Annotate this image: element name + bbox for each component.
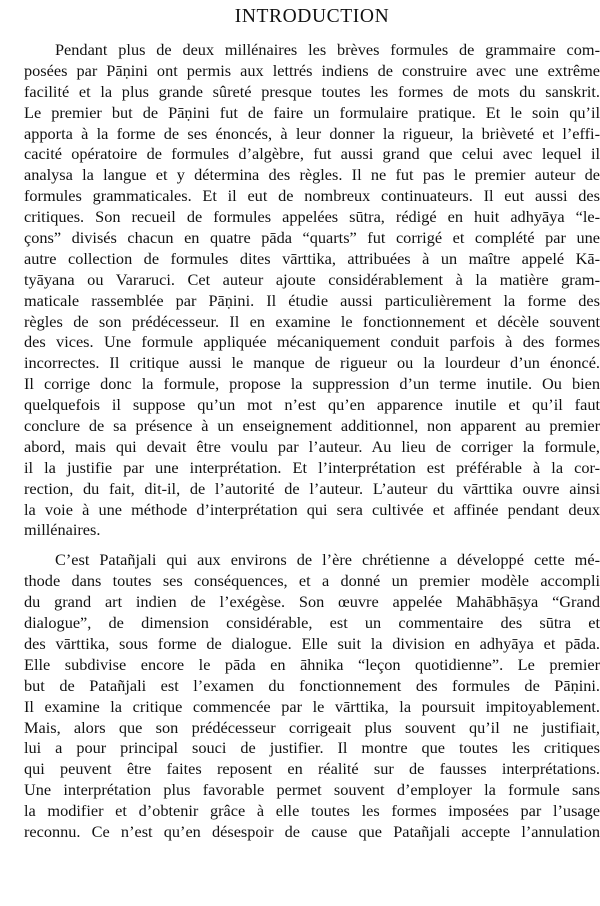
text-line: critiques. Son recueil de formules appelées sūtra, rédigé en huit adhyāya “le- <box>24 207 600 227</box>
text-line: posées par Pāṇini ont permis aux lettrés indiens de construire avec une extrême <box>24 60 600 80</box>
text-line: but de Patañjali est l’examen du fonctionnement des formules de Pāṇini. <box>24 675 600 695</box>
paragraph-2 <box>24 550 600 842</box>
text-line: formules grammaticales. Et il eut de nombreux continuateurs. Il eut aussi des <box>24 186 600 206</box>
text-line: Une interprétation plus favorable permet souvent d’employer la formule sans <box>24 780 600 800</box>
text-line: Il corrige donc la formule, propose la suppression d’un terme inutile. Ou bien <box>24 374 600 394</box>
text-line: Mais, alors que son prédécesseur corrigeait plus souvent qu’il ne justifiait, <box>24 717 600 737</box>
text-line: Pendant plus de deux millénaires les brèves formules de grammaire com- <box>55 40 600 59</box>
text-line: règles de son prédécesseur. Il en examine le fonctionnement et décèle souvent <box>24 311 600 331</box>
text-line: C’est Patañjali qui aux environs de l’ère chrétienne a développé cette mé- <box>55 550 600 570</box>
document-page <box>24 0 600 906</box>
text-line: la modifier et d’obtenir grâce à elle toutes les formes imposées par l’usage <box>24 801 600 821</box>
text-line: facilité et la plus grande sûreté presque toutes les formes de mots du sanskrit. <box>24 81 600 101</box>
text-line: il la justifie par une interprétation. Et l’interprétation est préférable à la cor- <box>24 457 600 477</box>
text-line: des vices. Une formule appliquée mécaniquement conduit parfois à des formes <box>24 332 600 352</box>
text-line: millénaires. <box>24 520 101 540</box>
text-line: thode dans toutes ses conséquences, et a donné un premier modèle accompli <box>24 571 600 591</box>
text-line: dialogue”, de dimension considérable, est un commentaire des sūtra et <box>24 613 600 633</box>
text-line: Il examine la critique commencée par le vārttika, la poursuit impitoyablement. <box>24 696 600 716</box>
text-line: Le premier but de Pāṇini fut de faire un formulaire pratique. Et le soin qu’il <box>24 102 600 122</box>
text-line: du grand art indien de l’exégèse. Son œuvre appelée Mahābhāṣya “Grand <box>24 592 600 612</box>
text-line: Elle subdivise encore le pāda en āhnika “leçon quotidienne”. Le premier <box>24 654 600 674</box>
text-line: lui a pour principal souci de justifier. Il montre que toutes les critiques <box>24 738 600 758</box>
text-line: maticale rassemblée par Pāṇini. Il étudie aussi particulièrement la forme des <box>24 290 600 310</box>
text-line: la voie à une méthode d’interprétation qui sera cultivée et affinée pendant deux <box>24 499 600 519</box>
text-line: tyāyana ou Vararuci. Cet auteur ajoute considérablement à la matière gram- <box>24 269 600 289</box>
text-line: qui peuvent être faites reposent en réalité sur de fausses interprétations. <box>24 759 600 779</box>
text-line: incorrectes. Il critique aussi le manque de rigueur ou la lourdeur d’un énoncé. <box>24 353 600 373</box>
text-line: reconnu. Ce n’est qu’en désespoir de cause que Patañjali accepte l’annulation <box>24 821 600 841</box>
text-line: cacité opératoire de formules d’algèbre, fut aussi grand que celui avec lequel il <box>24 144 600 164</box>
page-title: INTRODUCTION <box>234 6 390 27</box>
text-line: des vārttika, sous forme de dialogue. Elle suit la division en adhyāya et pāda. <box>24 633 600 653</box>
text-line: conclure de sa présence à un enseignement additionnel, non apparent au premier <box>24 416 600 436</box>
text-line: analysa la langue et y détermina des règles. Il ne fut pas le premier auteur de <box>24 165 600 185</box>
paragraph-1 <box>24 40 600 541</box>
text-line: rection, du fait, dit-il, de l’autorité de l’auteur. L’auteur du vārttika ouvre ainsi <box>24 478 600 498</box>
text-line: quelquefois il suppose qu’un mot n’est qu’en apparence inutile et qu’il faut <box>24 395 600 415</box>
text-line: abord, mais qui devait être voulu par l’auteur. Au lieu de corriger la formule, <box>24 436 600 456</box>
text-line: apporta à la forme de ses énoncés, à leur donner la rigueur, la brièveté et l’effi- <box>24 123 600 143</box>
text-line: autre collection de formules dites vārttika, attribuées à un maître appelé Kā- <box>24 248 600 268</box>
text-line: çons” divisés chacun en quatre pāda “quarts” fut corrigé et complété par une <box>24 228 600 248</box>
